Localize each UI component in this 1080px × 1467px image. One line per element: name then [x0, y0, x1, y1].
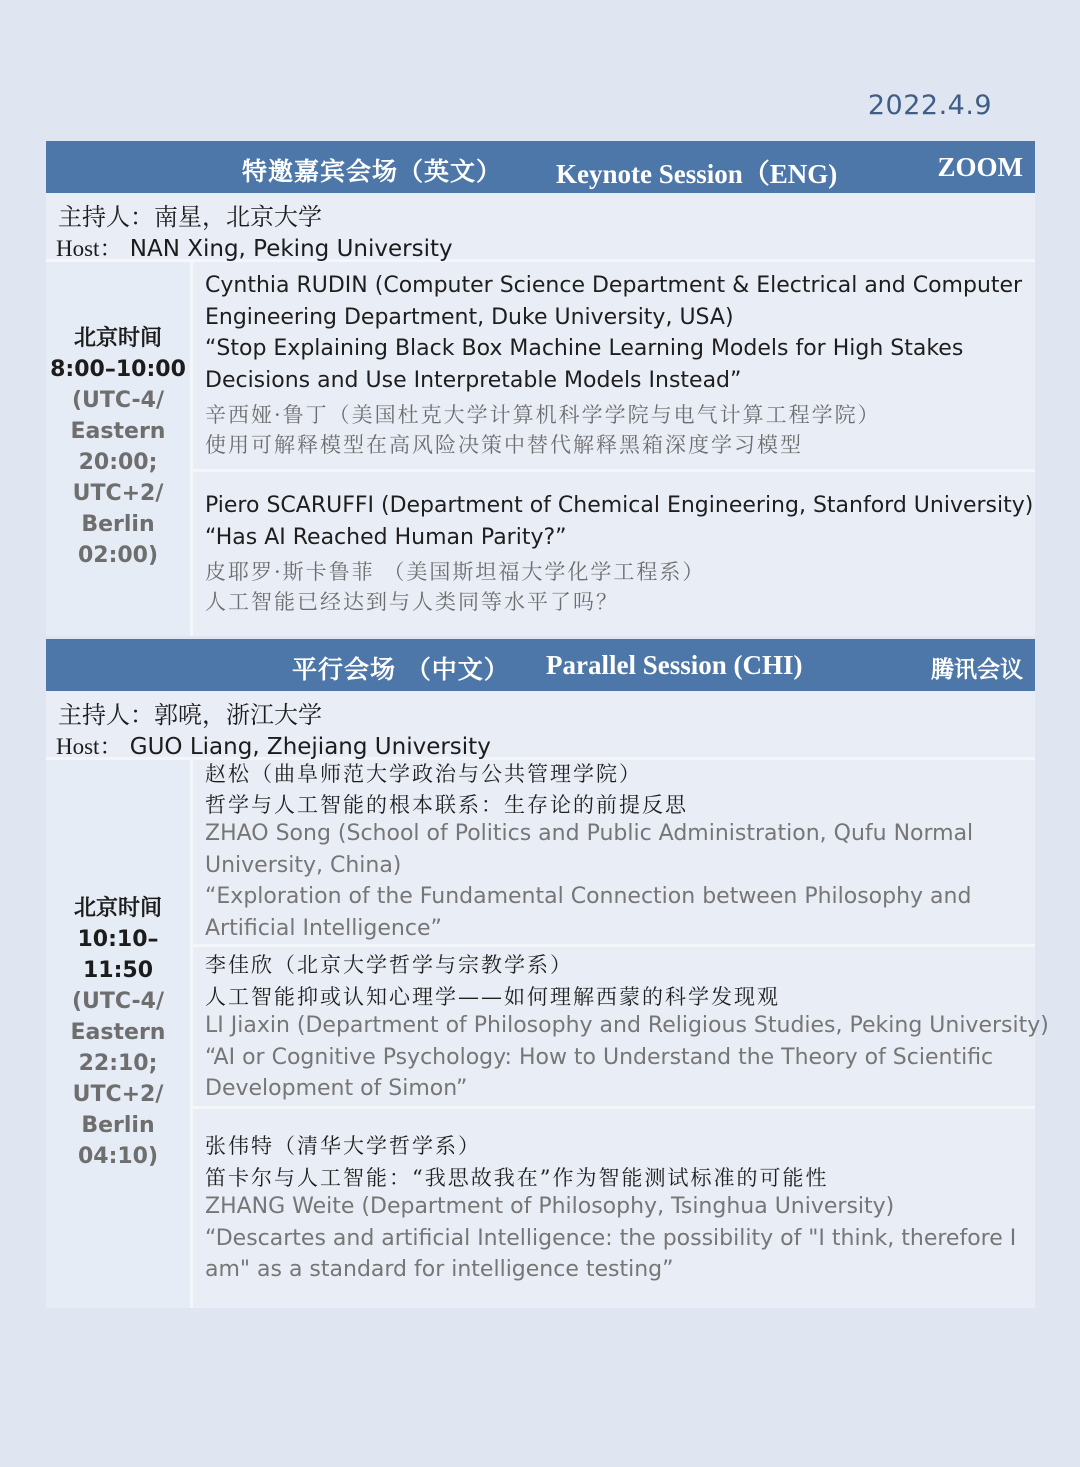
talk-speaker-en: LI Jiaxin (Department of Philosophy and Religious Studies, Peking University)	[205, 1013, 1049, 1038]
talk-title-en: “Descartes and artificial Intelligence: the possibility of "I think, therefore I	[205, 1226, 1017, 1251]
talk-speaker-en: Cynthia RUDIN (Computer Science Department & Electrical and Computer	[205, 273, 1023, 298]
parallel-header-bar	[46, 639, 1035, 691]
parallel-host-cell	[46, 691, 1035, 760]
keynote-session-table	[46, 141, 1035, 636]
parallel-time-zone-2: Eastern	[70, 1020, 166, 1045]
talk-title-en: “Stop Explaining Black Box Machine Learning Models for High Stakes	[205, 336, 964, 361]
parallel-talk-2	[193, 947, 1049, 1109]
talk-speaker-cn: 赵松（曲阜师范大学政治与公共管理学院）	[205, 762, 642, 786]
keynote-time-zone-2: Eastern	[70, 419, 166, 444]
keynote-header-cn: 特邀嘉宾会场（英文）	[242, 157, 503, 186]
parallel-host-en: GUO Liang, Zhejiang University	[129, 734, 491, 760]
keynote-talk-2	[193, 472, 1035, 636]
talk-speaker-en: ZHANG Weite (Department of Philosophy, Tsinghua University)	[205, 1194, 895, 1219]
keynote-time-zone-1: (UTC-4/	[71, 388, 165, 413]
parallel-header-en: Parallel Session (CHI)	[546, 650, 803, 680]
parallel-time-zone-3: 22:10;	[78, 1051, 158, 1076]
talk-speaker-en-cont: University, China)	[205, 853, 402, 878]
keynote-header-bar	[46, 141, 1035, 193]
parallel-time-zone-6: 04:10)	[77, 1144, 159, 1169]
talk-speaker-en: ZHAO Song (School of Politics and Public Administration, Qufu Normal	[205, 821, 974, 846]
parallel-header-cn: 平行会场 （中文）	[292, 655, 510, 684]
keynote-time-cell	[46, 262, 193, 636]
keynote-host-en-row	[56, 230, 453, 263]
talk-title-cn: 人工智能已经达到与人类同等水平了吗？	[205, 590, 619, 614]
keynote-host-cn: 主持人：南星，北京大学	[58, 203, 322, 231]
keynote-time-zone-5: Berlin	[81, 512, 155, 537]
keynote-platform: ZOOM	[937, 152, 1023, 182]
talk-title-en: “Exploration of the Fundamental Connection between Philosophy and	[205, 884, 972, 909]
parallel-host-en-row	[56, 728, 491, 761]
parallel-platform: 腾讯会议	[931, 656, 1023, 683]
talk-title-cn: 使用可解释模型在高风险决策中替代解释黑箱深度学习模型	[205, 433, 803, 457]
talk-title-en: “AI or Cognitive Psychology: How to Understand the Theory of Scientific	[205, 1045, 994, 1070]
talk-speaker-cn: 辛西娅·鲁丁（美国杜克大学计算机科学学院与电气计算工程学院）	[205, 403, 881, 427]
parallel-time-block	[46, 893, 190, 1172]
talk-title-en-cont: Decisions and Use Interpretable Models Instead”	[205, 368, 742, 393]
talk-speaker-cn: 李佳欣（北京大学哲学与宗教学系）	[205, 953, 573, 977]
parallel-time-cn: 北京时间	[73, 895, 162, 921]
date-label: 2022.4.9	[867, 90, 993, 121]
keynote-time-block	[46, 323, 190, 571]
keynote-host-cell	[46, 193, 1035, 262]
keynote-time-zone-3: 20:00;	[78, 450, 158, 475]
parallel-time-cell	[46, 760, 193, 1308]
keynote-time-zone-6: 02:00)	[77, 543, 159, 568]
talk-title-en: “Has AI Reached Human Parity?”	[205, 525, 567, 550]
parallel-talk-3	[193, 1109, 1035, 1308]
parallel-time-zone-1: (UTC-4/	[71, 989, 165, 1014]
talk-title-cn: 人工智能抑或认知心理学——如何理解西蒙的科学发现观	[205, 985, 780, 1009]
talk-speaker-cn: 张伟特（清华大学哲学系）	[205, 1134, 481, 1158]
parallel-talk-1	[193, 760, 1035, 947]
parallel-time-zone-4: UTC+2/	[72, 1082, 164, 1107]
talk-speaker-en-cont: Engineering Department, Duke University, USA)	[205, 305, 734, 330]
talk-title-en-cont: Artificial Intelligence”	[205, 916, 442, 941]
talk-speaker-en: Piero SCARUFFI (Department of Chemical Engineering, Stanford University)	[205, 493, 1034, 518]
keynote-talk-1	[193, 262, 1035, 472]
parallel-time-range-end: 11:50	[82, 958, 154, 983]
parallel-host-cn: 主持人：郭喨，浙江大学	[58, 701, 322, 729]
talk-speaker-cn: 皮耶罗·斯卡鲁菲 （美国斯坦福大学化学工程系）	[205, 560, 706, 584]
parallel-session-table	[46, 639, 1049, 1308]
keynote-host-label: Host：	[56, 236, 123, 261]
parallel-host-label: Host：	[56, 734, 123, 759]
keynote-time-cn: 北京时间	[73, 325, 162, 351]
keynote-header-en: Keynote Session（ENG)	[556, 159, 838, 189]
keynote-time-zone-4: UTC+2/	[72, 481, 164, 506]
talk-title-en-cont: am" as a standard for intelligence testing”	[205, 1257, 674, 1282]
talk-title-cn: 哲学与人工智能的根本联系：生存论的前提反思	[205, 793, 688, 817]
talk-title-cn: 笛卡尔与人工智能：“我思故我在”作为智能测试标准的可能性	[205, 1166, 829, 1190]
talk-title-en-cont: Development of Simon”	[205, 1076, 468, 1101]
parallel-time-zone-5: Berlin	[81, 1113, 155, 1138]
keynote-host-en: NAN Xing, Peking University	[129, 236, 453, 262]
keynote-time-range: 8:00–10:00	[50, 357, 186, 382]
parallel-time-range-start: 10:10–	[77, 927, 159, 952]
